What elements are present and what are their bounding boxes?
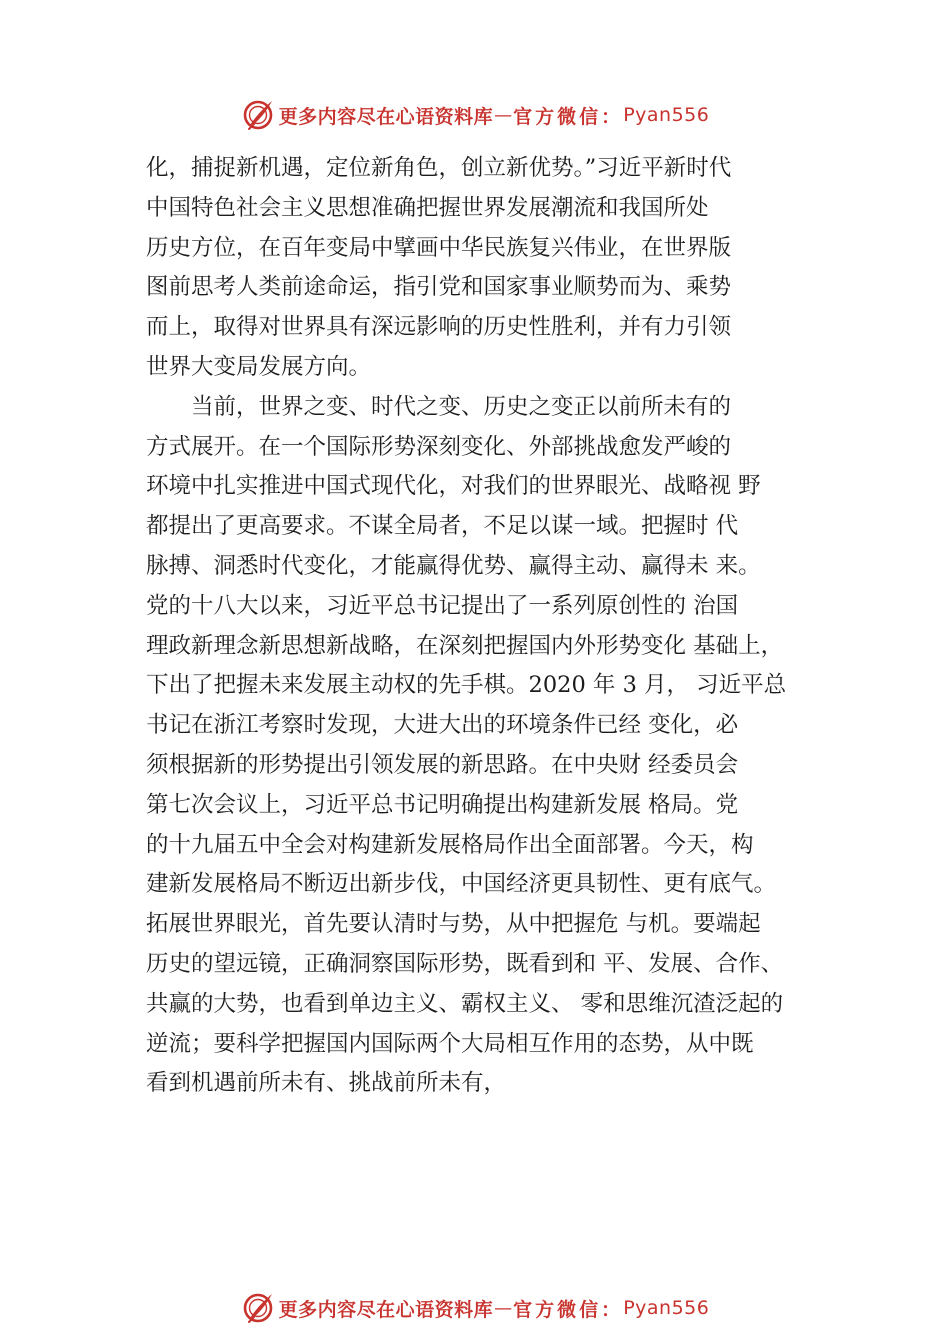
header-banner bbox=[0, 97, 950, 133]
text-line: 世界大变局发展方向。 bbox=[146, 353, 372, 380]
quill-seal-icon bbox=[241, 1291, 275, 1325]
text-line: 都提出了更高要求。不谋全局者，不足以谋一域。把握时 代 bbox=[146, 513, 739, 540]
banner-wechat-label: 官方微信： bbox=[513, 105, 624, 128]
text-line: 脉搏、洞悉时代变化，才能赢得优势、赢得主动、赢得未 来。 bbox=[146, 552, 761, 579]
text-line: 历史的望远镜，正确洞察国际形势，既看到和 平、发展、合作、 bbox=[146, 950, 784, 977]
banner-account: Pyan556 bbox=[623, 1297, 710, 1319]
banner-account: Pyan556 bbox=[623, 104, 710, 126]
text-line: 化，捕捉新机遇，定位新角色，创立新优势。”习近平新时代 bbox=[146, 155, 732, 181]
text-line: 看到机遇前所未有、挑战前所未有， bbox=[146, 1070, 507, 1097]
text-line: 书记在浙江考察时发现，大进大出的环境条件已经 变化，必 bbox=[146, 712, 739, 739]
text-line: 下出了把握未来发展主动权的先手棋。2020 年 3 月， 习近平总 bbox=[146, 672, 787, 699]
text-line: 方式展开。在一个国际形势深刻变化、外部挑战愈发严峻的 bbox=[146, 433, 732, 460]
banner-separator: — bbox=[494, 104, 513, 126]
text-line: 的十九届五中全会对构建新发展格局作出全面部署。今天，构 bbox=[146, 831, 754, 858]
quill-seal-icon bbox=[241, 98, 275, 132]
text-line: 图前思考人类前途命运，指引党和国家事业顺势而为、乘势 bbox=[146, 274, 732, 301]
text-line: 环境中扎实推进中国式现代化，对我们的世界眼光、战略视 野 bbox=[146, 473, 761, 500]
banner-wechat-label: 官方微信： bbox=[513, 1298, 624, 1321]
text-line: 共赢的大势，也看到单边主义、霸权主义、 零和思维沉渣泛起的 bbox=[146, 990, 784, 1017]
text-line: 拓展世界眼光，首先要认清时与势，从中把握危 与机。要端起 bbox=[146, 911, 761, 938]
text-line: 建新发展格局不断迈出新步伐，中国经济更具韧性、更有底气。 bbox=[146, 871, 777, 898]
text-line: 历史方位，在百年变局中擘画中华民族复兴伟业，在世界版 bbox=[146, 234, 732, 261]
banner-separator: — bbox=[494, 1297, 513, 1319]
text-line: 理政新理念新思想新战略，在深刻把握国内外形势变化 基础上， bbox=[146, 632, 784, 659]
text-line: 逆流；要科学把握国内国际两个大局相互作用的态势，从中既 bbox=[146, 1030, 754, 1057]
document-body bbox=[146, 149, 866, 1104]
banner-brand: 更多内容尽在心语资料库 bbox=[278, 105, 494, 128]
text-line: 须根据新的形势提出引领发展的新思路。在中央财 经委员会 bbox=[146, 751, 739, 778]
text-line: 第七次会议上，习近平总书记明确提出构建新发展 格局。党 bbox=[146, 791, 739, 818]
text-line: 中国特色社会主义思想准确把握世界发展潮流和我国所处 bbox=[146, 194, 709, 221]
footer-banner bbox=[0, 1290, 950, 1326]
text-line: 而上，取得对世界具有深远影响的历史性胜利，并有力引领 bbox=[146, 314, 732, 341]
text-line: 当前，世界之变、时代之变、历史之变正以前所未有的 bbox=[146, 393, 732, 420]
banner-brand: 更多内容尽在心语资料库 bbox=[278, 1298, 494, 1321]
text-line: 党的十八大以来，习近平总书记提出了一系列原创性的 治国 bbox=[146, 592, 739, 619]
